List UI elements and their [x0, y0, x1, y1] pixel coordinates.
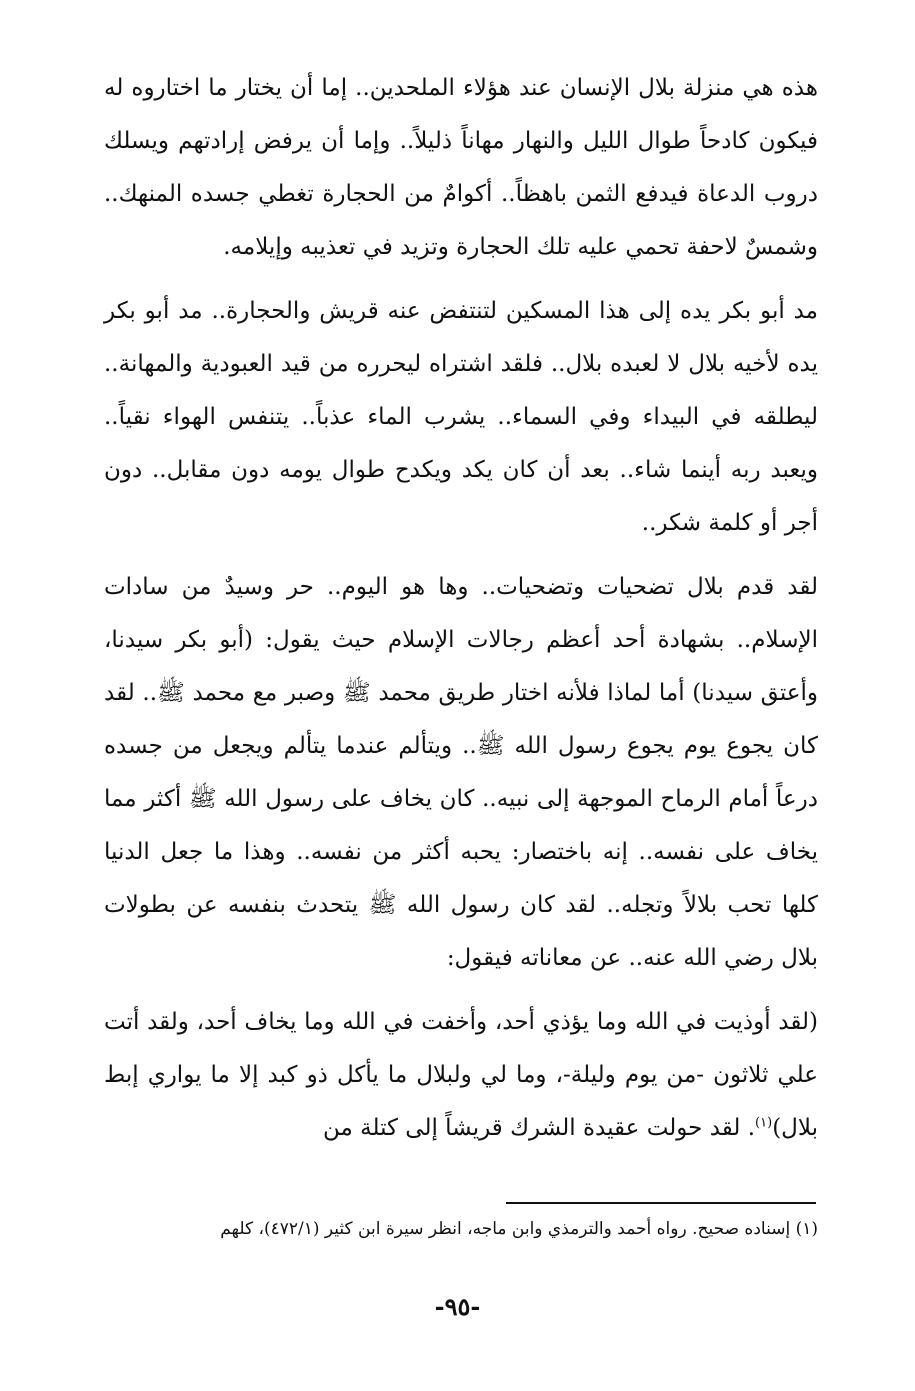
footnote-reference: (١) — [755, 1115, 773, 1131]
paragraph-3: لقد قدم بلال تضحيات وتضحيات.. وها هو اليوم.. حر وسيدٌ من سادات الإسلام.. بشهادة أحد أعظم رجالات الإسلام حيث يقول: (أبو بكر سيدنا، وأعتق سيدنا) أما لماذا فلأنه اختار طريق محمد ﷺ وصبر مع محمد ﷺ.. لقد كان يجوع يوم يجوع رسول الله ﷺ.. ويتألم عندما يتألم ويجعل من جسده درعاً أمام الرماح الموجهة إلى نبيه.. كان يخاف على رسول الله ﷺ أكثر مما يخاف على نفسه.. إنه باختصار: يحبه أكثر من نفسه.. وهذا ما جعل الدنيا كلها تحب بلالاً وتجله.. لقد كان رسول الله ﷺ يتحدث بنفسه عن بطولات بلال رضي الله عنه.. عن معاناته فيقول: — [104, 574, 818, 971]
hadith-quote: (لقد أوذيت في الله وما يؤذي أحد، وأخفت في الله وما يخاف أحد، ولقد أتت علي ثلاثون -من يوم وليلة-، وما لي ولبلال ما يأكل ذو كبد إلا ما يواري إبط بلال) — [104, 1009, 818, 1141]
main-text — [104, 62, 818, 1155]
footnote-text: (١) إسناده صحيح. رواه أحمد والترمذي وابن ماجه، انظر سيرة ابن كثير (٤٧٢/١)، كلهم — [220, 1219, 818, 1239]
paragraph-2: مد أبو بكر يده إلى هذا المسكين لتنتفض عنه قريش والحجارة.. مد أبو بكر يده لأخيه بلال لا لعبده بلال.. فلقد اشتراه ليحرره من قيد العبودية والمهانة.. ليطلقه في البيداء وفي السماء.. يشرب الماء عذباً.. يتنفس الهواء نقياً.. ويعبد ربه أينما شاء.. بعد أن كان يكد ويكدح طوال يومه دون مقابل.. دون أجر أو كلمة شكر.. — [104, 298, 818, 536]
paragraph-4 — [104, 996, 818, 1155]
footnote-separator — [506, 1202, 816, 1204]
paragraph-1: هذه هي منزلة بلال الإنسان عند هؤلاء الملحدين.. إما أن يختار ما اختاروه له فيكون كادحاً طوال الليل والنهار مهاناً ذليلاً.. وإما أن يرفض إرادتهم ويسلك دروب الدعاة فيدفع الثمن باهظاً.. أكوامٌ من الحجارة تغطي جسده المنهك.. وشمسٌ لاحفة تحمي عليه تلك الحجارة وتزيد في تعذيبه وإيلامه. — [104, 75, 818, 260]
paragraph-4-continuation: . لقد حولت عقيدة الشرك قريشاً إلى كتلة من — [323, 1115, 756, 1141]
page-number: -٩٥- — [434, 1292, 481, 1321]
